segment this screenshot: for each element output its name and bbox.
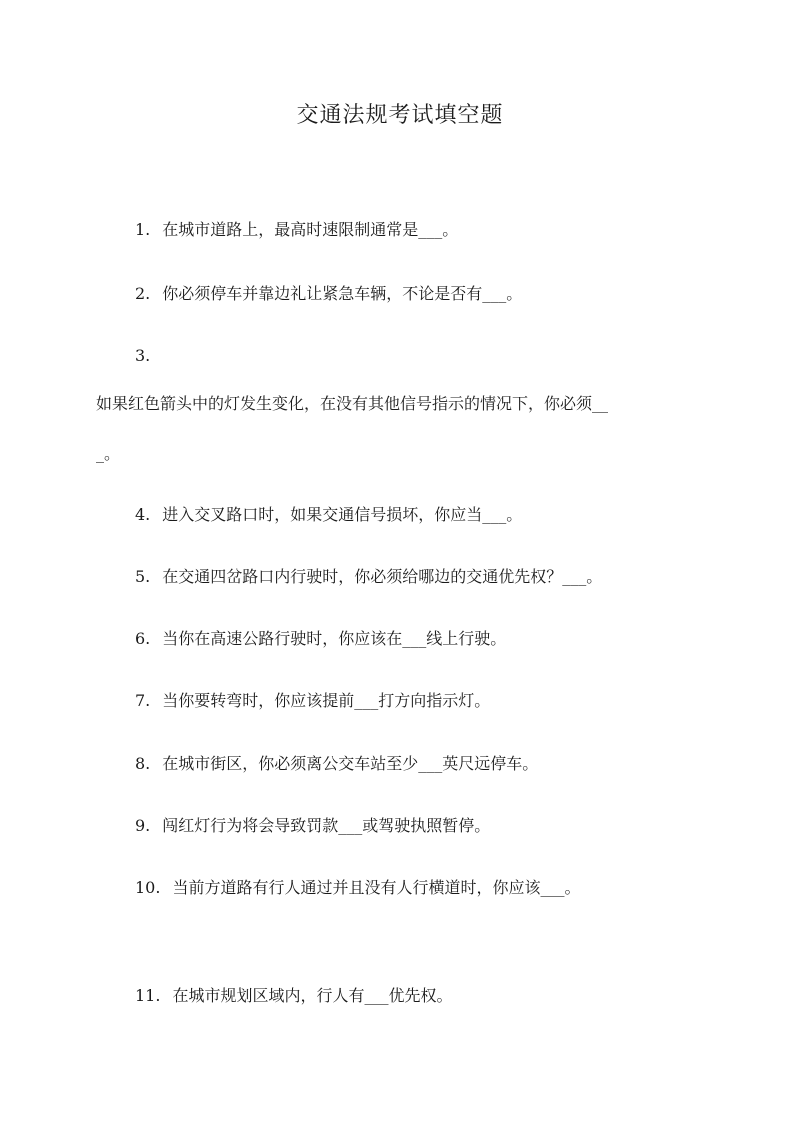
question-number: 5. bbox=[135, 567, 151, 586]
question-number: 3. bbox=[135, 346, 151, 365]
question-1 bbox=[135, 219, 458, 241]
question-text: 在城市规划区域内，行人有___优先权。 bbox=[172, 986, 453, 1005]
question-text: 当你要转弯时，你应该提前___打方向指示灯。 bbox=[162, 691, 491, 710]
question-4 bbox=[135, 504, 522, 526]
question-number: 11. bbox=[135, 986, 161, 1005]
question-text: 在城市道路上，最高时速限制通常是___。 bbox=[162, 220, 459, 239]
question-text: 在城市街区，你必须离公交车站至少___英尺远停车。 bbox=[162, 754, 539, 773]
question-text: 在交通四岔路口内行驶时，你必须给哪边的交通优先权？___。 bbox=[162, 567, 603, 586]
question-8 bbox=[135, 753, 538, 775]
question-number: 9. bbox=[135, 816, 151, 835]
question-11 bbox=[135, 985, 452, 1007]
question-text: 闯红灯行为将会导致罚款___或驾驶执照暂停。 bbox=[162, 816, 491, 835]
question-7 bbox=[135, 690, 490, 712]
question-number: 4. bbox=[135, 505, 151, 524]
question-number: 1. bbox=[135, 220, 151, 239]
question-number: 8. bbox=[135, 754, 151, 773]
question-6 bbox=[135, 628, 506, 650]
question-5 bbox=[135, 566, 602, 588]
question-3-text-line-2: _。 bbox=[96, 444, 121, 463]
question-text: 当前方道路有行人通过并且没有人行横道时，你应该___。 bbox=[172, 878, 581, 897]
question-10 bbox=[135, 877, 580, 899]
question-number: 6. bbox=[135, 629, 151, 648]
question-text: 进入交叉路口时，如果交通信号损坏，你应当___。 bbox=[162, 505, 523, 524]
document-title: 交通法规考试填空题 bbox=[296, 103, 504, 128]
question-3 bbox=[135, 345, 162, 367]
question-3-text-line-1: 如果红色箭头中的灯发生变化，在没有其他信号指示的情况下，你必须__ bbox=[96, 394, 609, 413]
question-number: 10. bbox=[135, 878, 161, 897]
question-number: 2. bbox=[135, 284, 151, 303]
question-9 bbox=[135, 815, 490, 837]
question-text: 你必须停车并靠边礼让紧急车辆，不论是否有___。 bbox=[162, 284, 523, 303]
question-text: 当你在高速公路行驶时，你应该在___线上行驶。 bbox=[162, 629, 507, 648]
question-number: 7. bbox=[135, 691, 151, 710]
question-2 bbox=[135, 283, 522, 305]
